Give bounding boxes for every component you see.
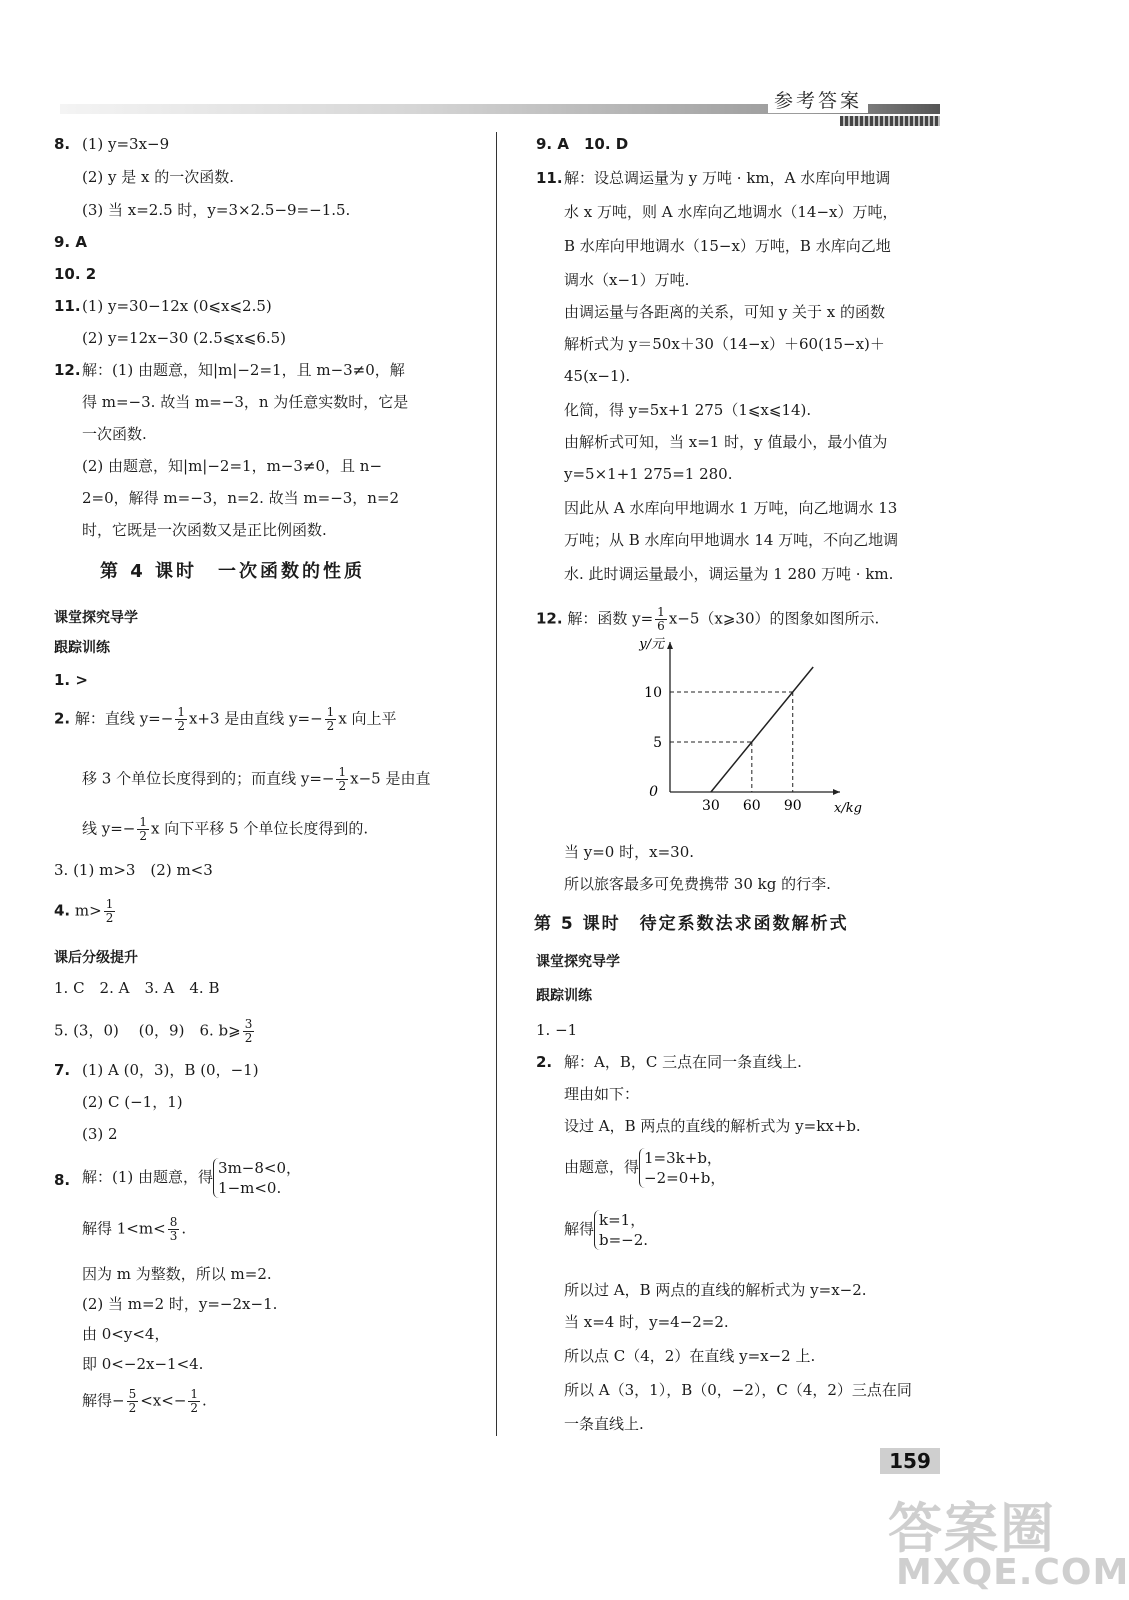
y-axis-arrow [667, 642, 673, 649]
header-bar-stripes [840, 116, 940, 126]
k8-line-g: 解得− $\frac{5}{2}$ <x<− $\frac{1}{2}$ . [82, 1387, 207, 1415]
x-axis-label: x/kg [834, 801, 862, 816]
q12-line6: 时，它既是一次函数又是正比例函数. [82, 521, 327, 539]
r11-line11: 因此从 A 水库向甲地调水 1 万吨，向乙地调水 13 [564, 499, 898, 517]
k7-part1: (1) A (0，3)，B (0，−1) [82, 1061, 259, 1079]
q12-number: 12. [54, 361, 81, 379]
r11-line12: 万吨；从 B 水库向甲地调水 14 万吨，不向乙地调 [564, 531, 899, 549]
x-tick-label: 30 [701, 798, 720, 814]
fraction: $\frac{1}{2}$ [177, 705, 185, 733]
t4-answer: 4. m> $\frac{1}{2}$ [54, 897, 114, 925]
watermark-logo: 答案圈 MXQE.COM [888, 1497, 1129, 1593]
r11-line5: 由调运量与各距离的关系，可知 y 关于 x 的函数 [564, 303, 886, 321]
q12-line1: 解：(1) 由题意，知|m|−2=1，且 m−3≠0，解 [82, 361, 405, 379]
chart-labels [638, 637, 862, 816]
s2-system-2: 解得 k=1， b=−2. [564, 1211, 649, 1249]
r9-r10-answers: 9. A 10. D [536, 135, 629, 153]
k7-number: 7. [54, 1061, 71, 1079]
r11-line13: 水. 此时调运量最小，调运量为 1 280 万吨 · km. [564, 565, 894, 583]
section5-title: 第 5 课时 待定系数法求函数解析式 [534, 914, 849, 934]
k8-number: 8. [54, 1171, 71, 1189]
origin-label: 0 [649, 784, 658, 800]
s2-line-j: 一条直线上. [564, 1415, 644, 1433]
function-graph [620, 637, 880, 820]
q8-part1: (1) y=3x−9 [82, 135, 170, 153]
q8-part3: (3) 当 x=2.5 时，y=3×2.5−9=−1.5. [82, 201, 351, 219]
k8-system-line: 解：(1) 由题意，得 3m−8<0， 1−m<0. [82, 1159, 302, 1197]
s2-line-c: 设过 A，B 两点的直线的解析式为 y=kx+b. [564, 1117, 861, 1135]
k1-4-answers: 1. C 2. A 3. A 4. B [54, 979, 220, 997]
k5-k6-answers: 5. (3，0) (0，9) 6. b⩾ $\frac{3}{2}$ [54, 1017, 253, 1045]
r11-line6: 解析式为 y＝50x＋30（14−x）＋60(15−x)＋ [564, 335, 885, 353]
column-divider [496, 132, 497, 1436]
fraction: $\frac{1}{2}$ [190, 1387, 199, 1415]
subheading-class-inquiry: 课堂探究导学 [54, 610, 138, 626]
q8-part2: (2) y 是 x 的一次函数. [82, 168, 235, 186]
y-tick-label: 10 [644, 685, 662, 701]
r12-line1: 12. 解：函数 y= $\frac{1}{6}$ x−5（x⩾30）的图象如图所示. [536, 605, 880, 633]
fraction: $\frac{1}{6}$ [657, 605, 665, 633]
subheading-after-class: 课后分级提升 [54, 950, 138, 966]
k7-part2: (2) C (−1，1) [82, 1093, 183, 1111]
y-axis-label: y/元 [639, 637, 664, 652]
q12-line4: (2) 由题意，知|m|−2=1，m−3≠0，且 n− [82, 457, 383, 475]
q11-number: 11. [54, 297, 81, 315]
t2-line2: 移 3 个单位长度得到的；而直线 y=− $\frac{1}{2}$ x−5 是由直 [82, 765, 431, 793]
s2-line-g: 当 x=4 时，y=4−2=2. [564, 1313, 729, 1331]
r11-number: 11. [536, 169, 563, 187]
fraction: $\frac{8}{3}$ [169, 1215, 178, 1243]
x-tick-label: 90 [783, 798, 802, 814]
equation-system: k=1， b=−2. [594, 1210, 648, 1250]
chart-series [711, 667, 813, 792]
fraction: $\frac{1}{2}$ [326, 705, 335, 733]
section4-title: 第 4 课时 一次函数的性质 [100, 561, 366, 582]
q11-part1: (1) y=30−12x (0⩽x⩽2.5) [82, 297, 272, 315]
r12-line-c: 当 y=0 时，x=30. [564, 843, 695, 861]
s1-answer: 1. −1 [536, 1021, 578, 1039]
k7-part3: (3) 2 [82, 1125, 118, 1143]
q12-line3: 一次函数. [82, 425, 147, 443]
x-tick-label: 60 [742, 798, 761, 814]
r11-line9: 由解析式可知，当 x=1 时，y 值最小，最小值为 [564, 433, 888, 451]
subheading-tracking-practice: 跟踪训练 [54, 640, 110, 656]
k8-line-d: (2) 当 m=2 时，y=−2x−1. [82, 1295, 278, 1313]
fraction: $\frac{1}{2}$ [338, 765, 347, 793]
k8-line-f: 即 0<−2x−1<4. [82, 1355, 204, 1373]
k8-line-c: 因为 m 为整数，所以 m=2. [82, 1265, 272, 1283]
equation-system: 1=3k+b， −2=0+b， [639, 1148, 725, 1188]
r11-line8: 化简，得 y=5x+1 275（1⩽x⩽14). [564, 401, 812, 419]
t2-line1: 2. 解：直线 y=− $\frac{1}{2}$ x+3 是由直线 y=− $\frac{1}{2}$ x 向上平 [54, 705, 397, 733]
q12-line5: 2=0，解得 m=−3，n=2. 故当 m=−3，n=2 [82, 489, 400, 507]
s2-number: 2. [536, 1053, 553, 1071]
fraction: $\frac{1}{2}$ [105, 897, 114, 925]
q12-line2: 得 m=−3. 故当 m=−3，n 为任意实数时，它是 [82, 393, 409, 411]
x-axis-arrow [833, 789, 840, 795]
s2-line-a: 解：A，B，C 三点在同一条直线上. [564, 1053, 802, 1071]
s2-line-b: 理由如下： [564, 1085, 640, 1103]
s2-system-1: 由题意，得 1=3k+b， −2=0+b， [564, 1149, 726, 1187]
s2-line-h: 所以点 C（4，2）在直线 y=x−2 上. [564, 1347, 816, 1365]
s2-line-f: 所以过 A，B 两点的直线的解析式为 y=x−2. [564, 1281, 867, 1299]
page-number: 159 [880, 1448, 940, 1474]
fraction: $\frac{1}{2}$ [139, 815, 148, 843]
t2-line3: 线 y=− $\frac{1}{2}$ x 向下平移 5 个单位长度得到的. [82, 815, 369, 843]
r11-line2: 水 x 万吨，则 A 水库向乙地调水（14−x）万吨， [564, 203, 898, 221]
r11-line1: 解：设总调运量为 y 万吨 · km，A 水库向甲地调 [564, 169, 891, 187]
r11-line4: 调水（x−1）万吨. [564, 271, 690, 289]
s2-line-i: 所以 A（3，1），B（0，−2），C（4，2）三点在同 [564, 1381, 912, 1399]
t3-answer: 3. (1) m>3 (2) m<3 [54, 861, 213, 879]
series-line-0 [711, 667, 813, 792]
chart-axes [667, 642, 840, 795]
subheading-tracking-practice-r: 跟踪训练 [536, 988, 592, 1004]
r11-line7: 45(x−1). [564, 367, 631, 385]
k8-solution: 解得 1<m< $\frac{8}{3}$ . [82, 1215, 187, 1243]
subheading-class-inquiry-r: 课堂探究导学 [536, 954, 620, 970]
t1-answer: 1. > [54, 671, 88, 689]
q8-number: 8. [54, 135, 71, 153]
chart-guides [670, 692, 793, 792]
fraction: $\frac{3}{2}$ [244, 1017, 253, 1045]
equation-system: 3m−8<0， 1−m<0. [213, 1158, 301, 1198]
q11-part2: (2) y=12x−30 (2.5⩽x⩽6.5) [82, 329, 287, 347]
k8-line-e: 由 0<y<4， [82, 1325, 170, 1343]
header-title: 参考答案 [768, 86, 868, 113]
fraction: $\frac{5}{2}$ [128, 1387, 137, 1415]
r12-line-e: 所以旅客最多可免费携带 30 kg 的行李. [564, 875, 831, 893]
y-tick-label: 5 [653, 735, 662, 751]
q10-answer: 10. 2 [54, 265, 97, 283]
r11-line3: B 水库向甲地调水（15−x）万吨，B 水库向乙地 [564, 237, 891, 255]
q9-answer: 9. A [54, 233, 87, 251]
r11-line10: y=5×1+1 275=1 280. [564, 465, 733, 483]
